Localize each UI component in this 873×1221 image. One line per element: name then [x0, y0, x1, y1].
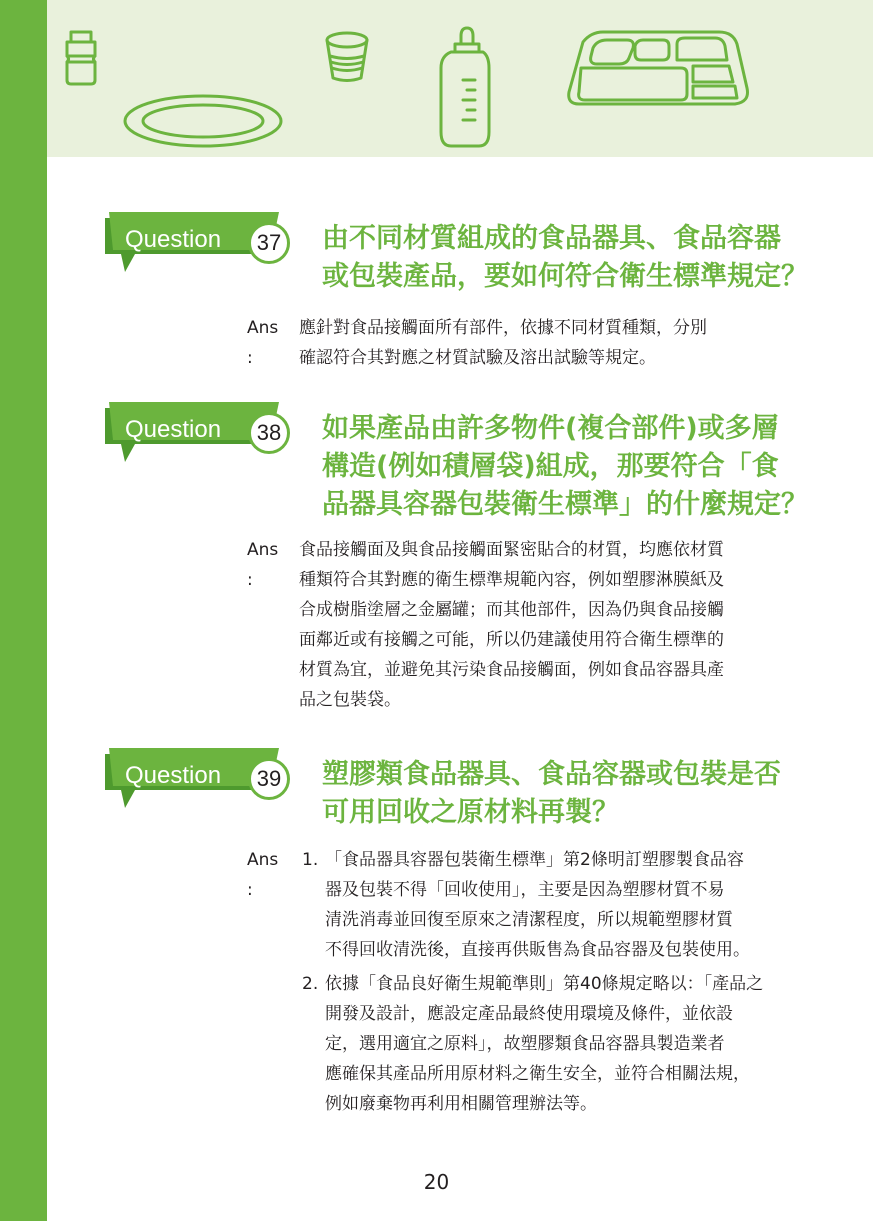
baby-bottle-icon [441, 28, 489, 146]
question-label: Question [125, 226, 222, 253]
question-tab [105, 748, 295, 812]
question-tab [105, 212, 295, 276]
question-number: 39 [248, 758, 290, 800]
question-label: Question [125, 416, 222, 443]
header-illustration [47, 0, 873, 157]
question-number: 37 [248, 222, 290, 264]
answer-item-number: 2. [302, 974, 319, 994]
question-number: 38 [248, 412, 290, 454]
question-title: 如果產品由許多物件(複合部件)或多層 構造(例如積層袋)組成，那要符合「食 品器具容器包裝衛生標準」的什麼規定？ [322, 413, 808, 520]
question-label: Question [125, 762, 222, 789]
answer-label: Ans : [247, 850, 279, 900]
answer-text: 應針對食品接觸面所有部件，依據不同材質種類，分別 確認符合其對應之材質試驗及溶出試驗等規定。 [299, 318, 707, 368]
food-tray-icon [569, 32, 748, 104]
side-bar [0, 0, 47, 1221]
page-number: 20 [423, 1170, 450, 1194]
question-title: 由不同材質組成的食品器具、食品容器 或包裝產品，要如何符合衛生標準規定？ [322, 223, 808, 292]
question-title: 塑膠類食品器具、食品容器或包裝是否 可用回收之原材料再製？ [322, 759, 781, 828]
answer-item-number: 1. [302, 850, 319, 870]
question-tab [105, 402, 295, 466]
answer-text: 食品接觸面及與食品接觸面緊密貼合的材質，均應依材質 種類符合其對應的衛生標準規範內容，例如塑膠淋膜紙及 合成樹脂塗層之金屬罐；而其他部件，因為仍與食品接觸 面鄰近或有接觸之可能，所以仍建議使用符合衛生標準的 材質為宜，並避免其污染食品接觸面，例如食品容器具產 品之包裝袋。 [299, 540, 724, 710]
answer-item-text: 依據「食品良好衛生規範準則」第40條規定略以：「產品之 開發及設計，應設定產品最終使用環境及條件，並依設 定，選用適宜之原料」，故塑膠類食品容器具製造業者 應確保其產品所用原材料之衛生安全，並符合相關法規， 例如廢棄物再利用相關管理辦法等。 [325, 974, 764, 1114]
drink-bottle-icon [67, 32, 95, 84]
plate-icon [125, 96, 281, 146]
answer-label: Ans : [247, 318, 279, 368]
cup-icon [327, 33, 367, 81]
answer-label: Ans : [247, 540, 279, 590]
answer-item-text: 「食品器具容器包裝衛生標準」第2條明訂塑膠製食品容 器及包裝不得「回收使用」，主要是因為塑膠材質不易 清洗消毒並回復至原來之清潔程度，所以規範塑膠材質 不得回收清洗後，直接再供販售為食品容器及包裝使用。 [325, 850, 750, 960]
